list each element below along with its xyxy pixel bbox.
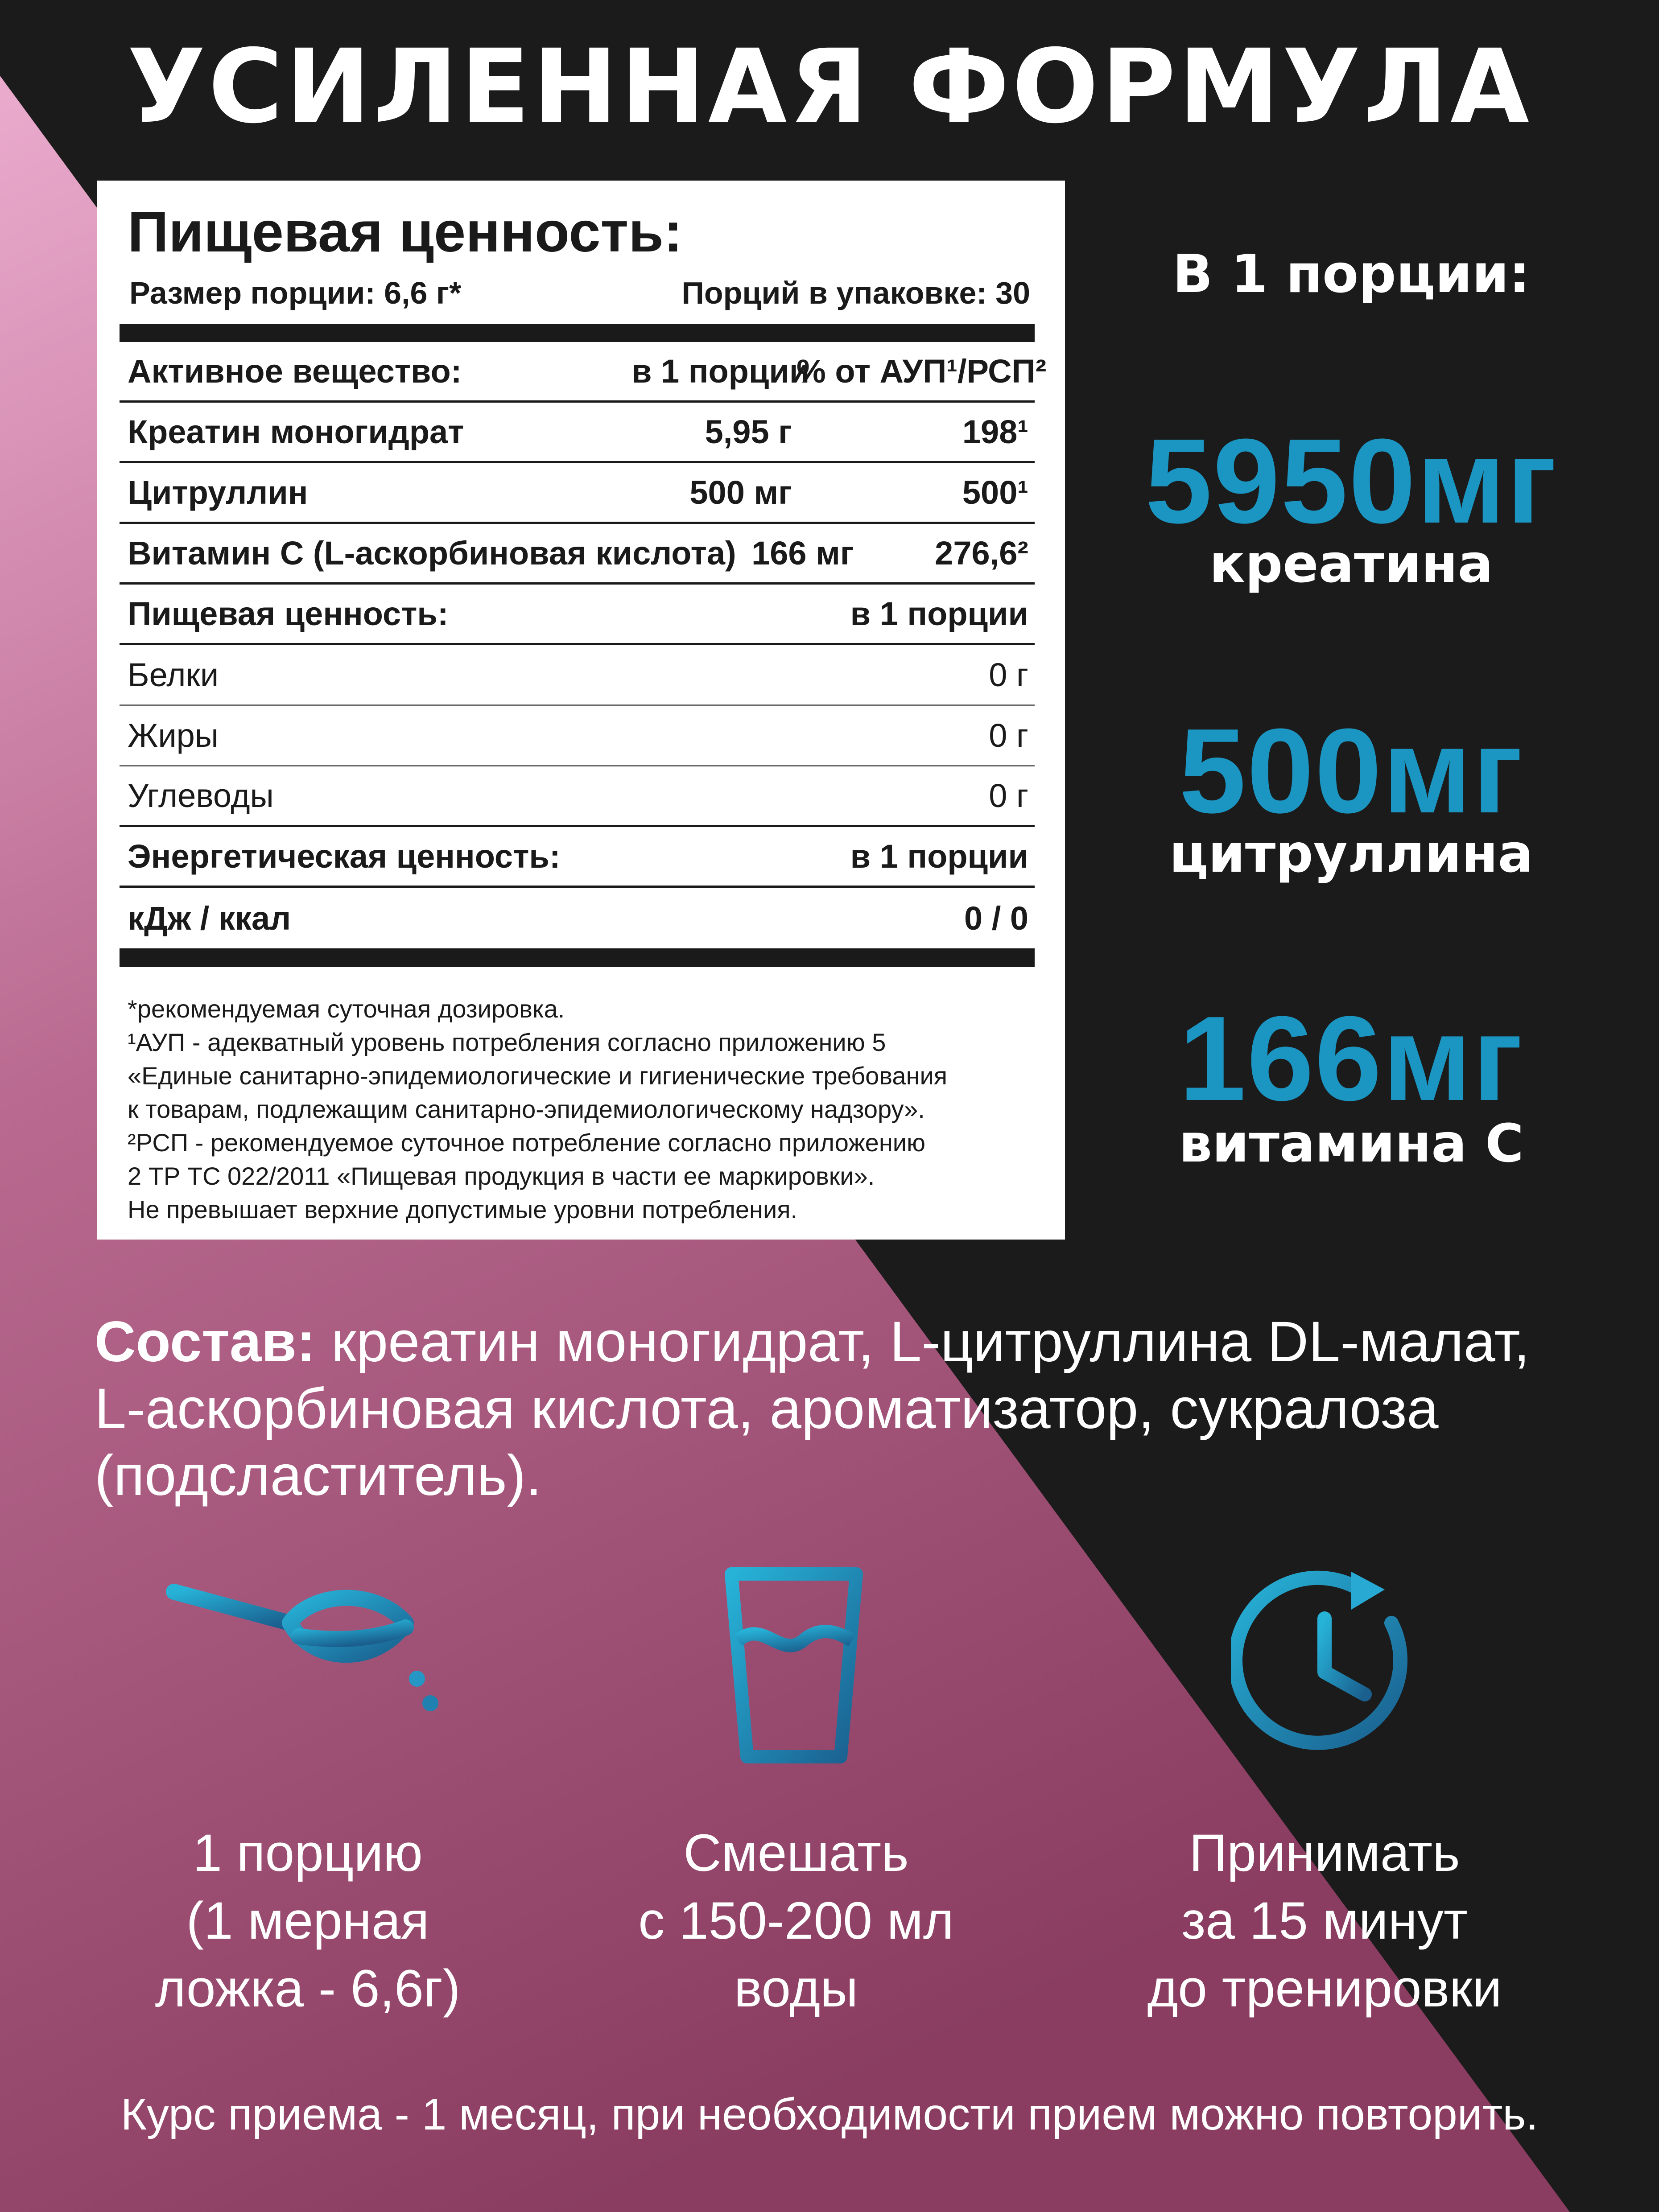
footnote-line: «Единые санитарно-эпидемиологические и гигиенические требования xyxy=(128,1062,948,1090)
header-percent: % от АУП¹/РСП² xyxy=(796,353,1047,390)
row-amount: 5,95 г xyxy=(705,413,792,450)
row-name: Белки xyxy=(128,656,219,693)
step-line: 1 порцию xyxy=(193,1824,423,1882)
step-line: воды xyxy=(734,1959,858,2018)
row-value: 0 г xyxy=(989,777,1028,814)
row-amount: 500 мг xyxy=(689,474,792,511)
step-portion xyxy=(62,1819,553,2023)
glass-icon xyxy=(722,1565,865,1766)
table-row xyxy=(120,463,1035,524)
composition-text: креатин моногидрат, L-цитруллина DL-малат, L-аскорбиновая кислота, ароматизатор, сукралоза (подсластитель). xyxy=(95,1310,1530,1508)
row-percent: 198¹ xyxy=(962,413,1028,450)
table-top-bar xyxy=(120,324,1035,342)
footnote-line: к товарам, подлежащим санитарно-эпидемиологическому надзору». xyxy=(128,1095,925,1123)
creatine-label: креатина xyxy=(1209,533,1494,594)
table-row xyxy=(120,645,1035,706)
table-row xyxy=(120,706,1035,766)
composition xyxy=(95,1309,1589,1509)
page-title: УСИЛЕННАЯ ФОРМУЛА xyxy=(127,27,1532,146)
nutrition-header-portion: в 1 порции xyxy=(850,595,1028,632)
row-value: 0 г xyxy=(989,656,1028,693)
nutrition-header-label: Пищевая ценность: xyxy=(128,595,449,632)
citrulline-value: 500мг xyxy=(1179,704,1524,838)
clock-icon xyxy=(1231,1569,1418,1757)
serving-size: Размер порции: 6,6 г* xyxy=(129,276,462,310)
scoop-icon xyxy=(165,1574,450,1752)
creatine-value: 5950мг xyxy=(1145,414,1558,548)
energy-header-portion: в 1 порции xyxy=(850,838,1028,875)
step-line: (1 мерная xyxy=(186,1891,429,1950)
row-amount: 166 мг xyxy=(751,535,854,572)
row-name: Цитруллин xyxy=(128,474,308,511)
row-percent: 276,6² xyxy=(935,535,1028,572)
step-line: Смешать xyxy=(683,1824,909,1882)
course-note: Курс приема - 1 месяц, при необходимости прием можно повторить. xyxy=(120,2089,1539,2139)
servings-per-pack: Порций в упаковке: 30 xyxy=(681,276,1030,310)
step-line: за 15 минут xyxy=(1181,1891,1468,1950)
table-row xyxy=(120,403,1035,463)
composition-label: Состав: xyxy=(95,1310,316,1374)
step-line: с 150-200 мл xyxy=(638,1891,954,1950)
citrulline-label: цитруллина xyxy=(1169,823,1534,884)
header-portion: в 1 порции xyxy=(631,353,810,390)
footnote-line: Не превышает верхние допустимые уровни потребления. xyxy=(128,1195,798,1223)
row-name: Витамин С (L-аскорбиновая кислота) xyxy=(128,535,736,572)
serving-info xyxy=(129,275,1030,311)
footnote-line: ²РСП - рекомендуемое суточное потребление согласно приложению xyxy=(128,1129,926,1157)
panel-title: Пищевая ценность: xyxy=(128,200,683,264)
table-header-row xyxy=(120,342,1047,403)
step-mix xyxy=(551,1819,1041,2023)
step-line: Принимать xyxy=(1189,1824,1460,1882)
nutrition-header-row xyxy=(120,585,1035,645)
footnotes xyxy=(128,992,1046,1226)
vitamin-c-value: 166мг xyxy=(1179,992,1524,1126)
table-row xyxy=(120,888,1035,948)
footnote-line: 2 ТР ТС 022/2011 «Пищевая продукция в части ее маркировки». xyxy=(128,1162,875,1190)
row-name: Креатин моногидрат xyxy=(128,413,464,450)
row-value: 0 / 0 xyxy=(964,899,1028,937)
table-bottom-bar xyxy=(120,948,1035,967)
row-name: кДж / ккал xyxy=(128,899,291,937)
per-serving-label: В 1 порции: xyxy=(1172,243,1530,305)
vitamin-c-label: витамина С xyxy=(1179,1112,1524,1174)
energy-header-row xyxy=(120,827,1035,888)
table-row xyxy=(120,524,1035,585)
row-name: Жиры xyxy=(128,717,219,754)
nutrition-table xyxy=(120,324,1047,967)
footnote-line: ¹АУП - адекватный уровень потребления согласно приложению 5 xyxy=(128,1028,886,1056)
nutrition-panel xyxy=(97,181,1065,1240)
step-line: ложка - 6,6г) xyxy=(155,1959,461,2018)
step-timing xyxy=(1079,1819,1570,2023)
row-name: Углеводы xyxy=(128,777,274,814)
energy-header-label: Энергетическая ценность: xyxy=(128,838,561,875)
row-value: 0 г xyxy=(989,717,1028,754)
footnote-line: *рекомендуемая суточная дозировка. xyxy=(128,995,565,1023)
step-line: до тренировки xyxy=(1147,1959,1502,2018)
table-row xyxy=(120,766,1035,827)
row-percent: 500¹ xyxy=(962,474,1028,511)
header-active: Активное вещество: xyxy=(128,353,462,390)
